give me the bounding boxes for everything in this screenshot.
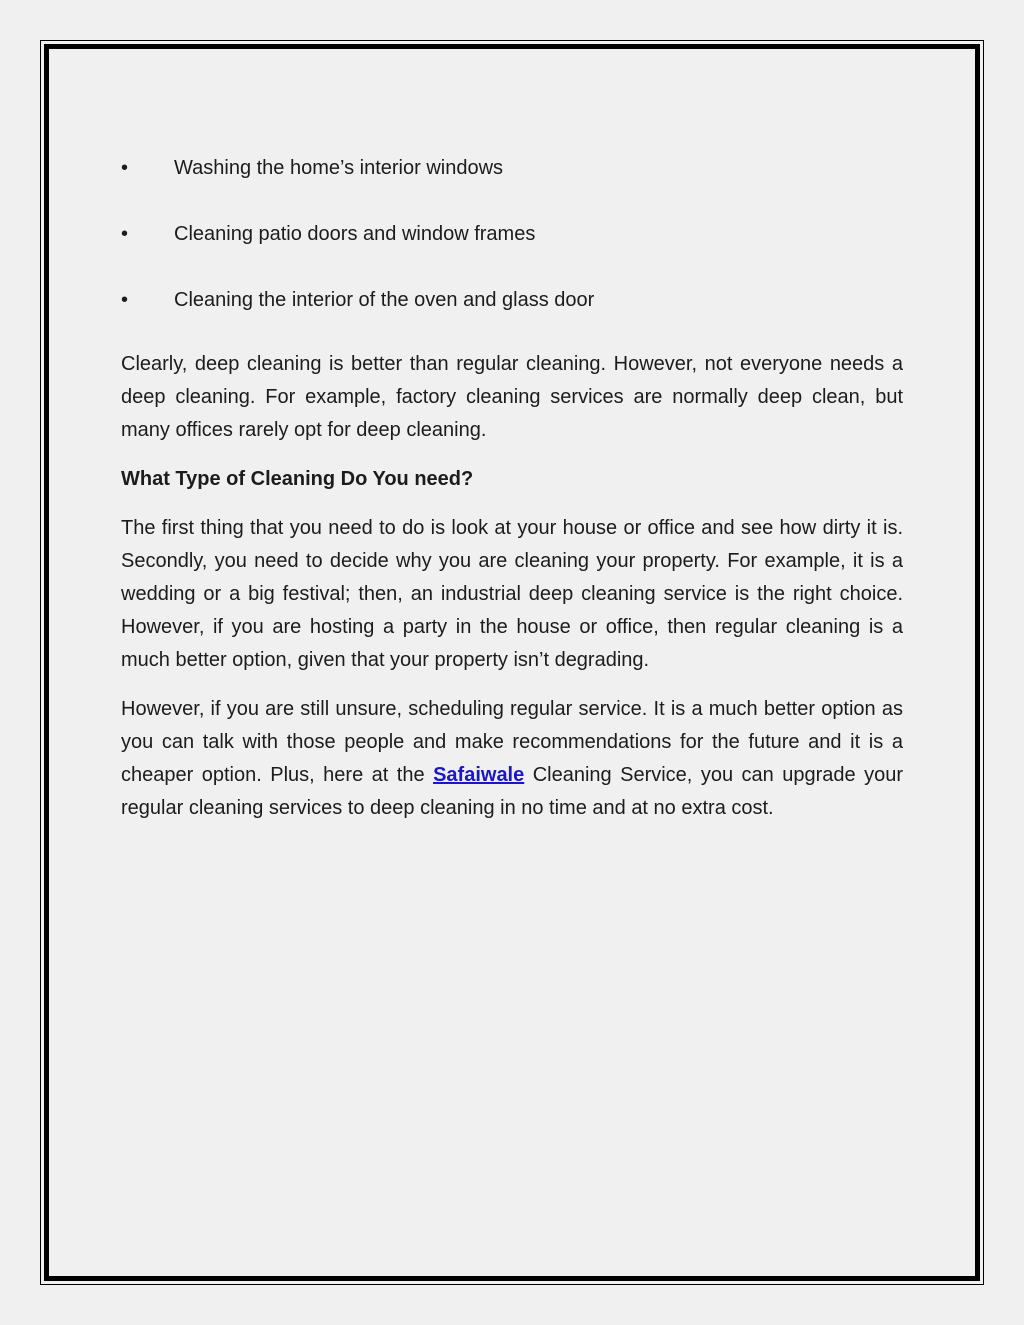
paragraph-first-thing: The first thing that you need to do is look at your house or office and see how dirty it is. Secondly, you need to decide why you are cleaning your property. For example, it is a wedding or a big festival; then, an industrial deep cleaning service is the right choice. However, if you are hosting a party in the house or office, then regular cleaning is a much better option, given that your property isn’t degrading.	[121, 517, 903, 671]
paragraph-text-after-link: Cleaning Service, you can upgrade your regular cleaning services to deep cleaning in no time and at no extra cost.	[121, 764, 904, 819]
paragraph-deep-vs-regular: Clearly, deep cleaning is better than regular cleaning. However, not everyone needs a deep cleaning. For example, factory cleaning services are normally deep clean, but many offices rarely opt for deep cleaning.	[121, 353, 903, 441]
list-item-text: Cleaning the interior of the oven and glass door	[174, 289, 595, 311]
list-item	[121, 150, 903, 186]
paragraph-text-before-link: However, if you are still unsure, scheduling regular service. It is a much better option as you can talk with those people and make recommendations for the future and it is a cheaper option. Plus, here at the	[121, 698, 903, 786]
paragraph-however	[121, 693, 903, 825]
document-body	[121, 150, 903, 841]
section-heading: What Type of Cleaning Do You need?	[121, 468, 474, 490]
safaiwale-link[interactable]: Safaiwale	[433, 764, 525, 786]
bullet-icon: •	[121, 223, 129, 245]
list-item	[121, 282, 903, 318]
list-item	[121, 216, 903, 252]
list-item-text: Cleaning patio doors and window frames	[174, 223, 536, 245]
list-item-text: Washing the home’s interior windows	[174, 157, 504, 179]
bullet-icon: •	[121, 157, 129, 179]
bullet-icon: •	[121, 289, 129, 311]
